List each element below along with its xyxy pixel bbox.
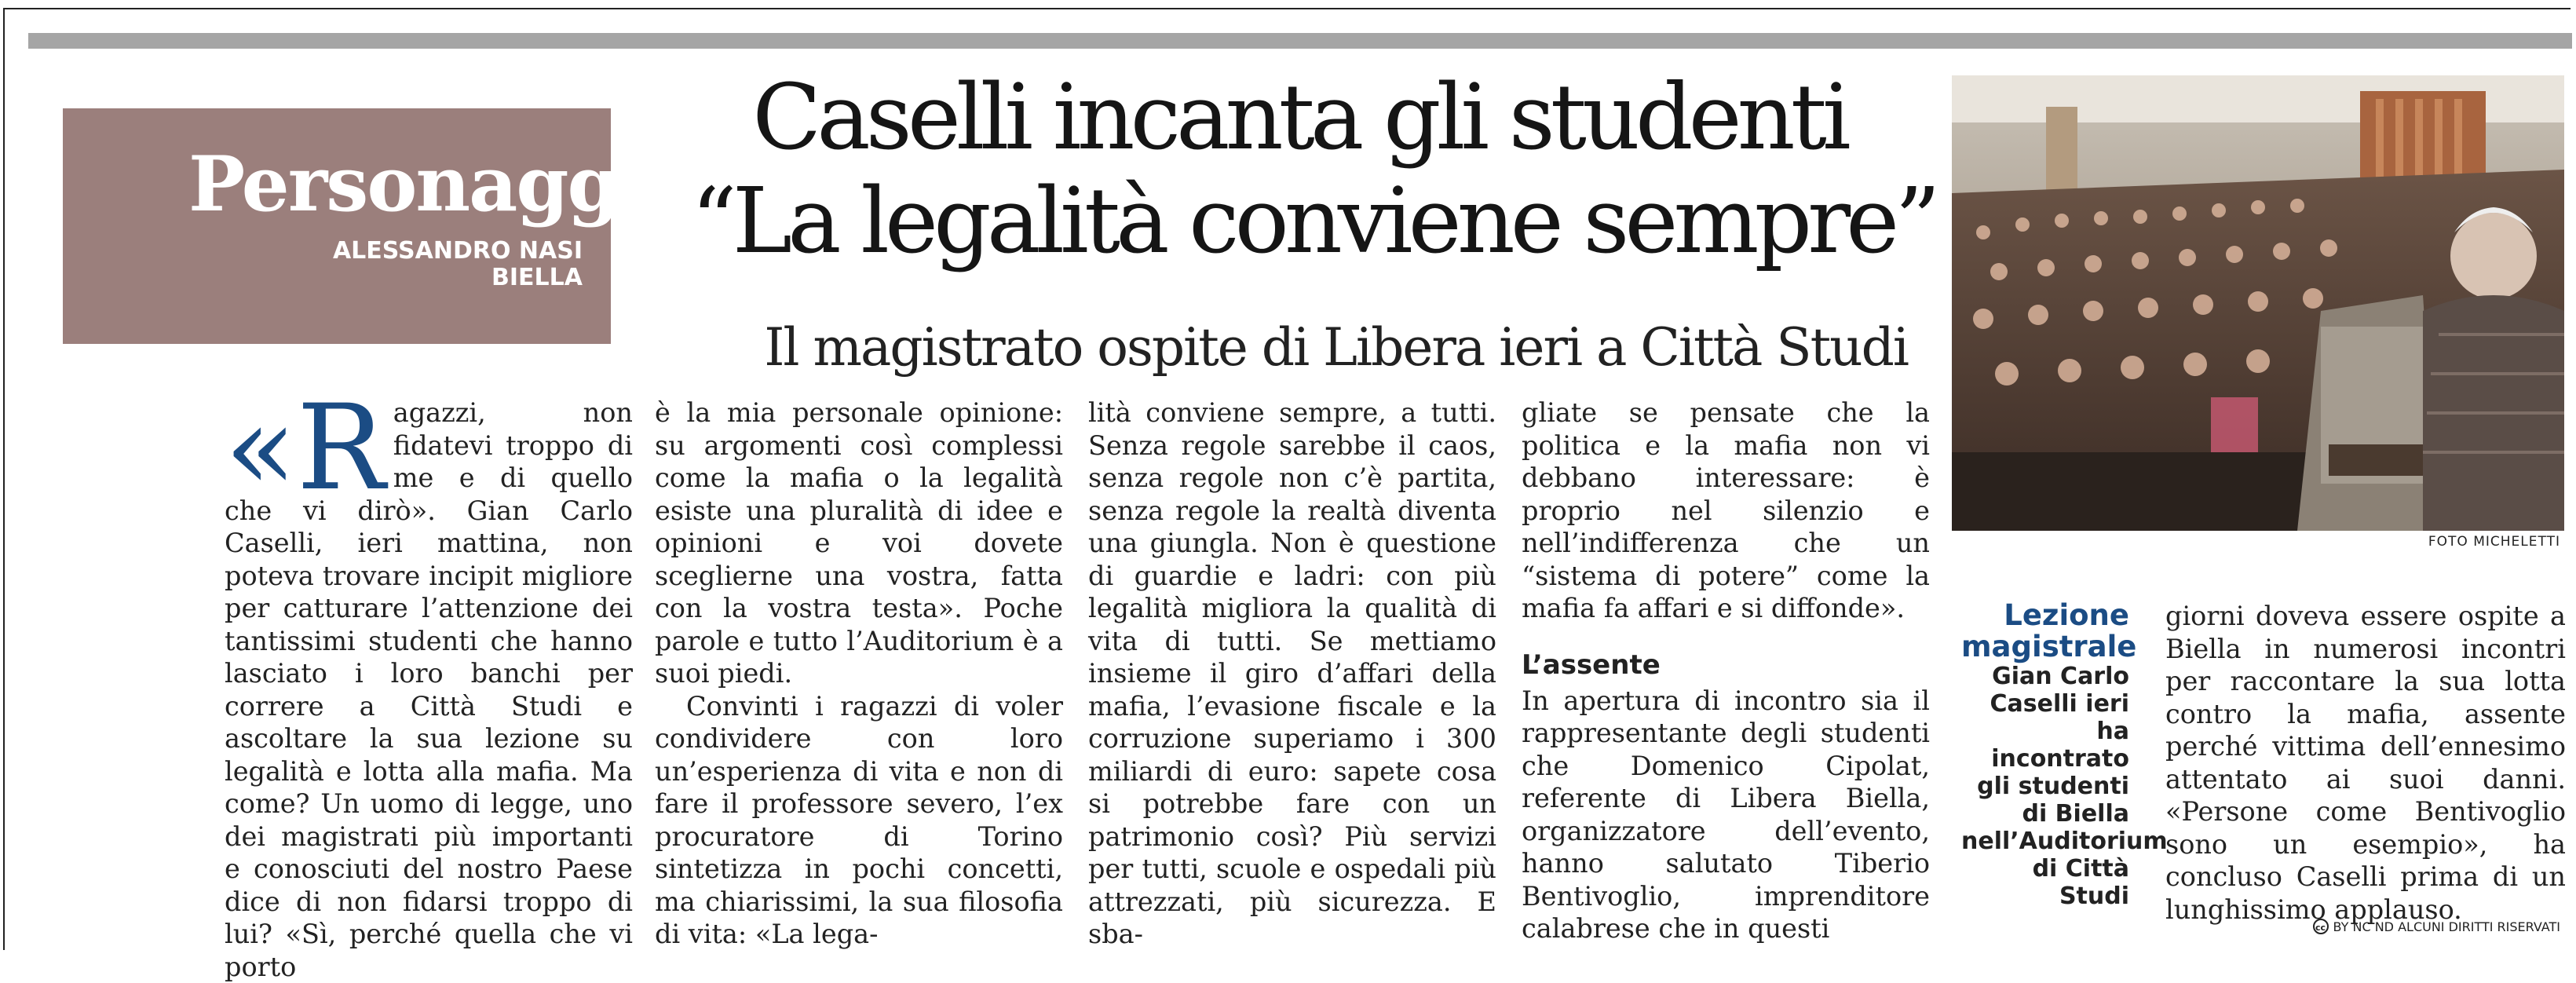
license-notice bbox=[2313, 919, 2560, 934]
paragraph: è la mia personale opinione: su argomenti così complessi come la mafia o la legalità esiste una pluralità di idee e opinioni e voi dovete sceglierne una vostra, fatta con la vostra testa». Poche parole e tutto l’Auditorium è a suoi piedi. bbox=[655, 397, 1063, 689]
section-label: Personaggio bbox=[188, 140, 695, 228]
dateline: BIELLA bbox=[491, 264, 583, 291]
paragraph: giorni doveva essere ospite a Biella in numerosi incontri per raccontare la sua lotta contro la mafia, assente perché vittima dell’ennesimo attentato ai suoi danni. «Persone come Bentivoglio sono un esempio», ha concluso Caselli prima di un lunghissimo applauso. bbox=[2165, 601, 2566, 925]
subheadline: Il magistrato ospite di Libera ieri a Città Studi bbox=[764, 317, 1908, 378]
article-column-1 bbox=[225, 380, 633, 983]
creative-commons-icon: cc bbox=[2313, 919, 2329, 934]
caption-text: Gian Carlo Caselli ieri ha incontrato gli studenti di Biella nell’Auditorium di Città Studi bbox=[1961, 663, 2168, 910]
top-rule bbox=[28, 33, 2572, 49]
headline bbox=[691, 65, 1936, 274]
caption-title: Lezione magistrale bbox=[1961, 598, 2137, 663]
column-text: agazzi, non fidatevi troppo di me e di quello che vi dirò». Gian Carlo Caselli, ieri mattina, non poteva trovare incipit migliore per catturare l’attenzione dei tantissimi studenti che hanno lasciato i loro banchi per correre a Città Studi e ascoltare la sua lezione su legalità e lotta alla mafia. Ma come? Un uomo di legge, uno dei magistrati più importanti e conosciuti del nostro Paese dice di non fidarsi troppo di lui? «Sì, perché quella che vi porto bbox=[225, 397, 633, 982]
byline bbox=[333, 238, 583, 291]
article-column-3 bbox=[1088, 396, 1496, 951]
headline-line-2: “La legalità conviene sempre” bbox=[691, 169, 1936, 274]
paragraph: In apertura di incontro sia il rappresentante degli studenti che Domenico Cipolat, referente di Libera Biella, organizzatore dell’evento, hanno salutato Tiberio Bentivoglio, imprenditore calabrese che in questi bbox=[1522, 685, 1930, 944]
article-column-4 bbox=[1522, 396, 1930, 945]
headline-line-1: Caselli incanta gli studenti bbox=[752, 65, 1847, 170]
author-name: ALESSANDRO NASI bbox=[332, 237, 583, 265]
drop-cap: «R bbox=[225, 380, 385, 517]
photo-credit: FOTO MICHELETTI bbox=[2428, 534, 2560, 550]
section-subtitle: L’assente bbox=[1522, 649, 1661, 681]
paragraph: Convinti i ragazzi di voler condividere con loro un’esperienza di vita e non di fare il professore severo, l’ex procuratore di Torino sintetizza in pochi concetti, ma chiarissimi, la sua filosofia di vita: «La lega- bbox=[655, 690, 1063, 949]
photo-caption bbox=[1961, 598, 2168, 910]
paragraph: gliate se pensate che la politica e la mafia non vi debbano interessare: è proprio nel silenzio e nell’indifferenza che un “sistema di potere” come la mafia fa affari e si diffonde». bbox=[1522, 397, 1930, 623]
paragraph: lità conviene sempre, a tutti. Senza regole sarebbe il caos, senza regole non c’è partita, senza regole la realtà diventa una giungla. Non è questione di guardie e ladri: con più legalità migliora la qualità di vita di tutti. Se mettiamo insieme il giro d’affari della mafia, l’evasione fiscale e la corruzione superiamo i 300 miliardi di euro: sapete cosa si potrebbe fare con un patrimonio così? Più servizi per tutti, scuole e ospedali più attrezzati, più sicurezza. E sba- bbox=[1088, 397, 1496, 949]
section-box bbox=[63, 108, 695, 344]
article-column-5 bbox=[2165, 600, 2566, 926]
article-column-2 bbox=[655, 396, 1063, 951]
license-text: BY NC ND ALCUNI DIRITTI RISERVATI bbox=[2333, 919, 2560, 934]
auditorium-photo bbox=[1952, 75, 2564, 531]
